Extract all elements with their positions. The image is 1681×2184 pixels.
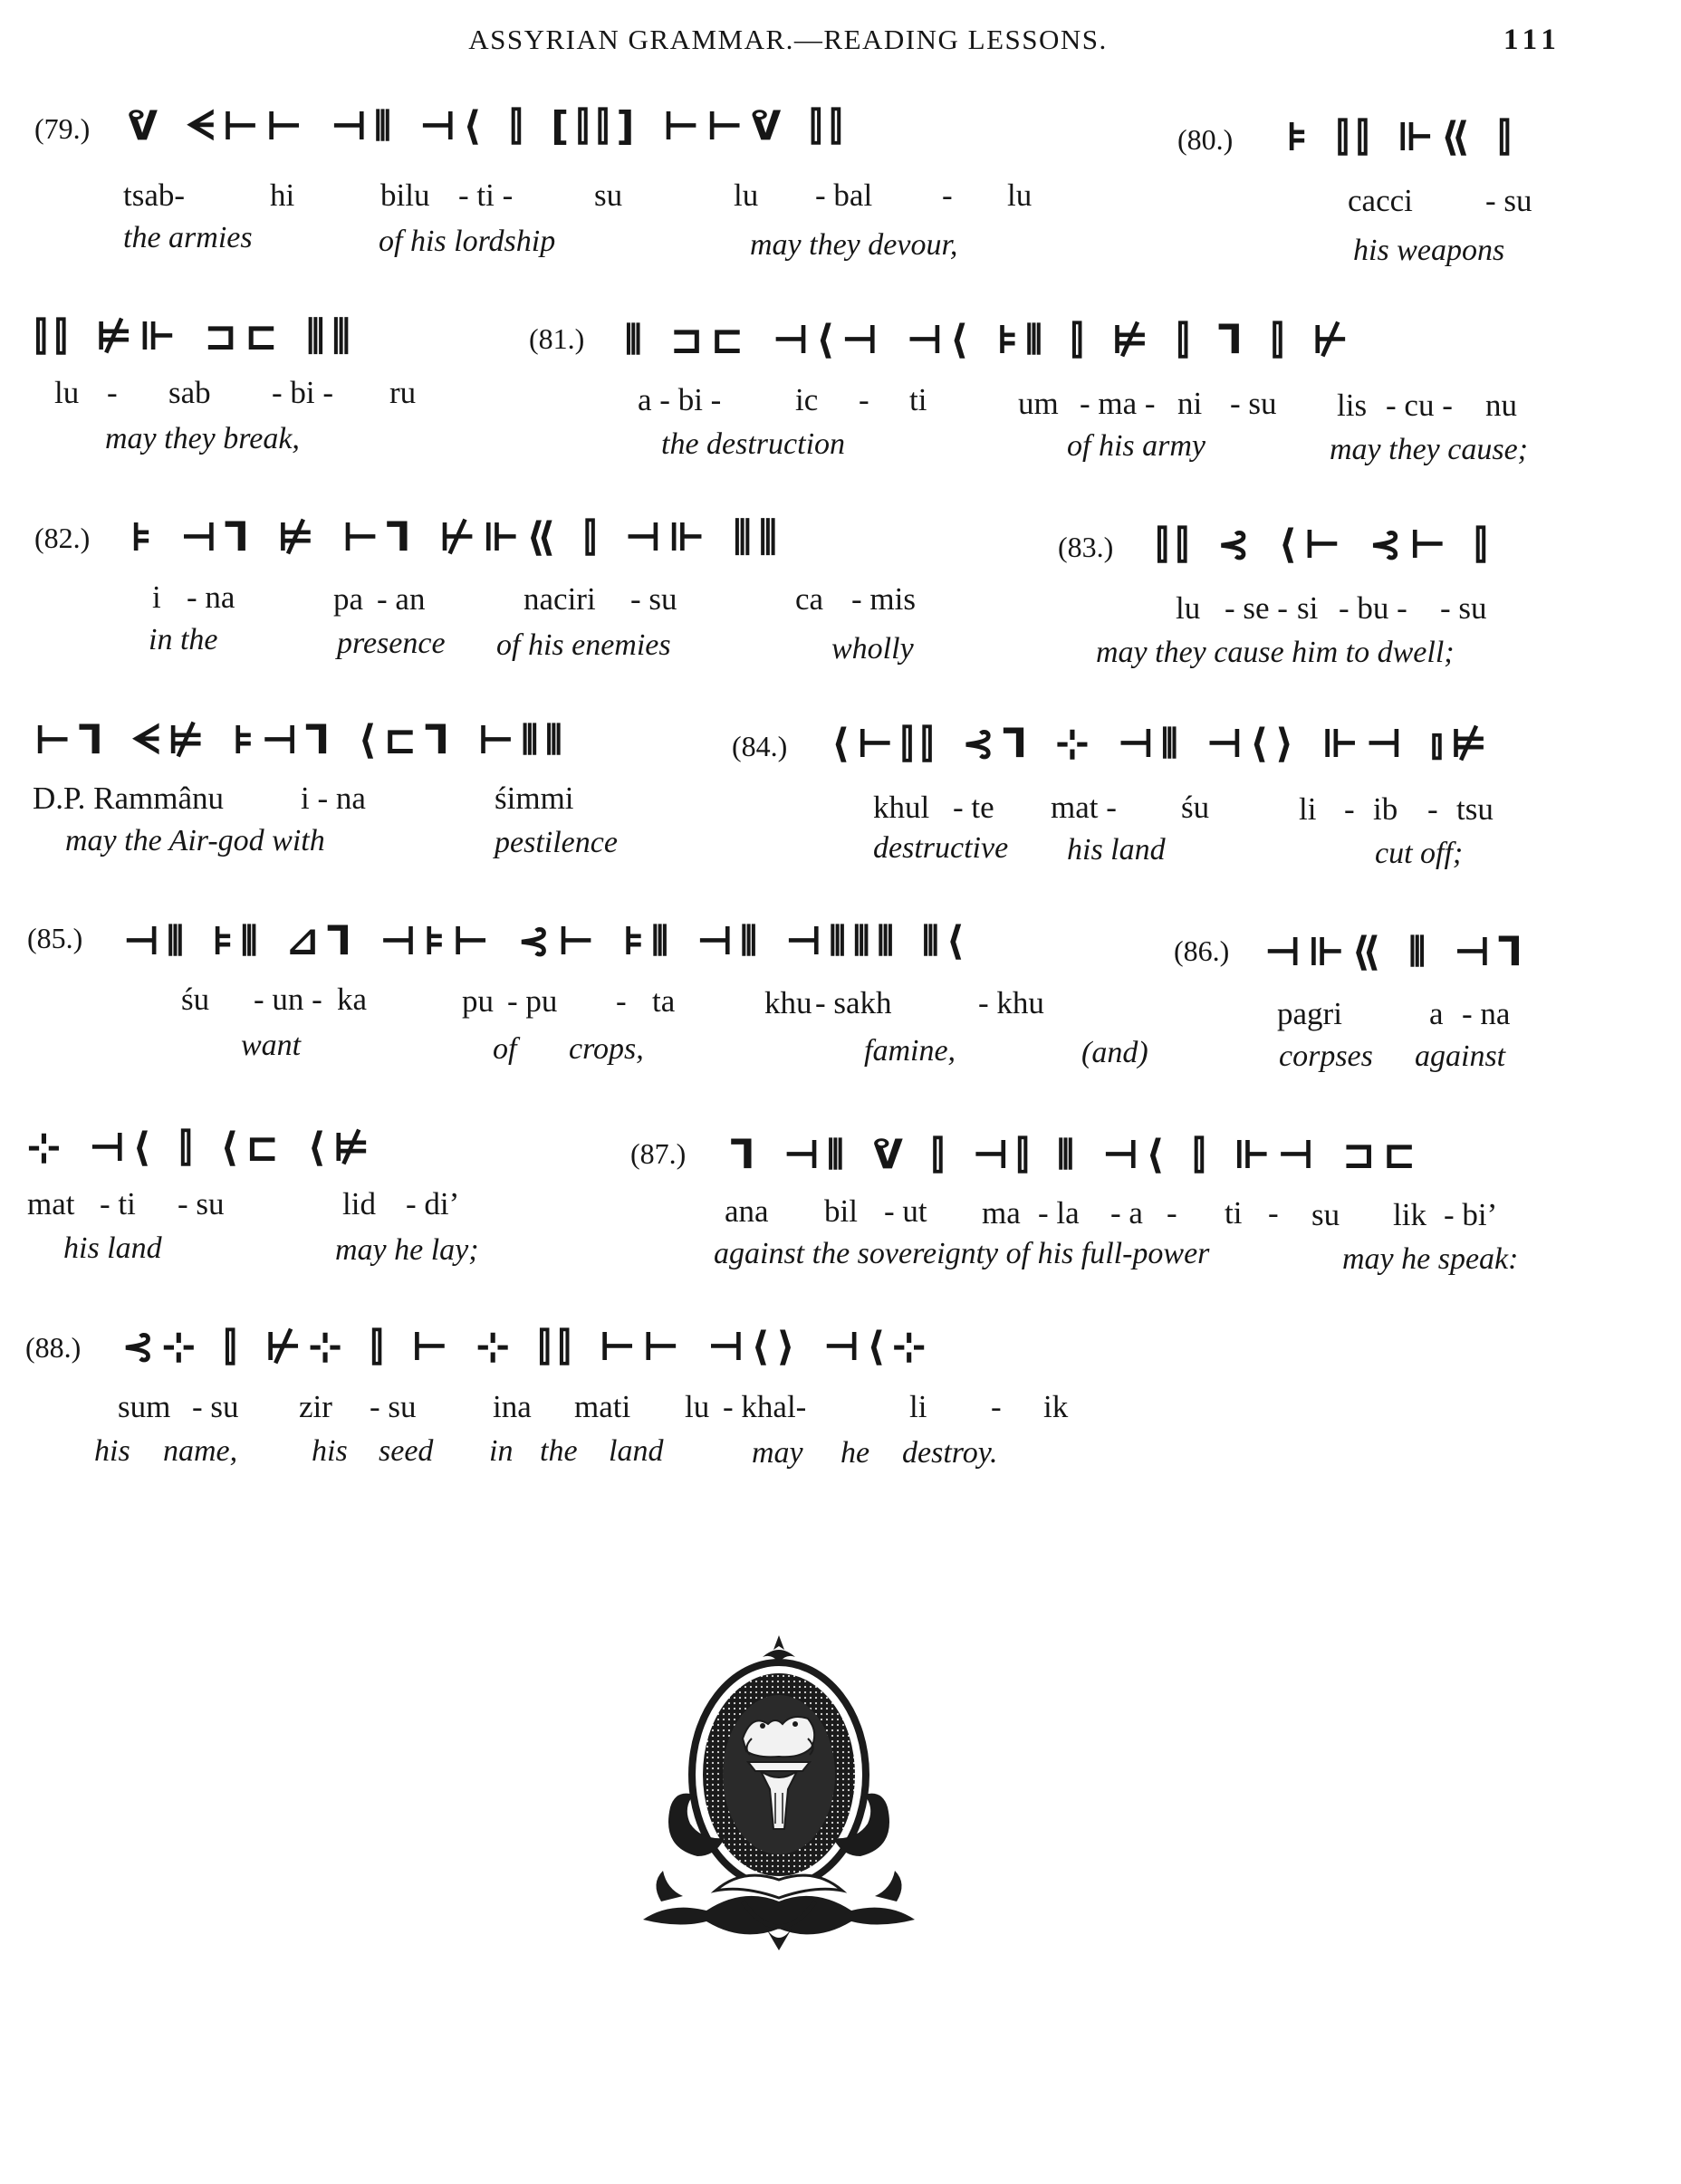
translit-word: sab: [168, 375, 211, 410]
cuneiform-line-continued: ⊹ ⊣⟨ ⫿ ⟨⊏ ⟨⊭: [27, 1125, 377, 1171]
verse-number-86: (86.): [1174, 934, 1230, 967]
english-gloss: he: [840, 1436, 870, 1470]
translit-word: nu: [1485, 388, 1517, 423]
translit-word: -: [616, 983, 627, 1019]
translit-word: D.P. Rammânu: [33, 781, 224, 816]
translit-word: ti: [909, 382, 927, 417]
verse-number-81: (81.): [529, 322, 585, 355]
translit-word: - an: [377, 581, 426, 617]
translit-word: zir: [299, 1389, 332, 1424]
english-gloss: of his enemies: [496, 628, 671, 662]
english-gloss: in the: [149, 623, 218, 656]
translit-word: lu: [1007, 177, 1033, 213]
english-gloss: his weapons: [1353, 234, 1505, 267]
translit-word: ca: [795, 581, 824, 617]
translit-word: li: [909, 1389, 927, 1424]
translit-word: - cu -: [1386, 388, 1453, 423]
translit-word: - bi -: [272, 375, 334, 410]
english-gloss: (and): [1081, 1036, 1148, 1069]
translit-word: - ti: [100, 1186, 136, 1221]
translit-word: ana: [725, 1193, 769, 1229]
translit-word: - a: [1110, 1195, 1143, 1231]
cuneiform-line-continued: ⫿⫿ ⊭⊩ ⊐⊏ ⫼⫼: [34, 313, 358, 359]
translit-word: - bal: [815, 177, 873, 213]
english-gloss: wholly: [831, 632, 914, 666]
english-gloss: of: [493, 1032, 517, 1066]
translit-word: - su: [1440, 590, 1487, 626]
translit-word: - su: [192, 1389, 239, 1424]
english-gloss: land: [609, 1434, 664, 1468]
translit-word: - di’: [406, 1186, 460, 1221]
cuneiform-line-86: ⊣⊩⟪ ⫴ ⊣ᒣ: [1264, 929, 1531, 975]
english-gloss: of his army: [1067, 429, 1206, 463]
english-gloss: against: [1415, 1039, 1506, 1073]
translit-word: um: [1018, 386, 1059, 421]
translit-word: - su: [630, 581, 677, 617]
translit-word: ni: [1177, 386, 1203, 421]
english-gloss: presence: [337, 627, 446, 660]
translit-word: i: [152, 580, 161, 615]
translit-word: ina: [493, 1389, 532, 1424]
translit-word: - na: [1462, 996, 1511, 1031]
translit-word: - na: [187, 580, 235, 615]
translit-word: - pu: [507, 983, 558, 1019]
verse-number-82: (82.): [34, 522, 91, 554]
translit-word: pa: [333, 581, 364, 617]
english-gloss: of his lordship: [379, 225, 556, 258]
cuneiform-line-79: ᕓ ᗕ⊢⊢ ⊣⫴ ⊣⟨ ⫿ [⫿⫿] ⊢⊢ᕓ ⫿⫿: [127, 103, 850, 149]
english-gloss: may they break,: [105, 422, 300, 455]
translit-word: lis: [1337, 388, 1368, 423]
translit-word: naciri: [524, 581, 596, 617]
translit-word: - khal-: [723, 1389, 807, 1424]
translit-word: - la: [1038, 1195, 1080, 1231]
translit-word: lu: [1176, 590, 1201, 626]
english-gloss: cut off;: [1375, 837, 1464, 870]
translit-word: - ma -: [1080, 386, 1156, 421]
translit-word: - khu: [978, 985, 1044, 1020]
translit-word: - bu -: [1339, 590, 1407, 626]
english-gloss: his: [94, 1434, 130, 1468]
translit-word: - su: [178, 1186, 225, 1221]
cuneiform-line-84: ⟨⊢⫿⫿ ⊰ᒣ ⊹ ⊣⫴ ⊣⟨⟩ ⊩⊣ ⫾⊭: [831, 721, 1494, 767]
translit-word: śimmi: [495, 781, 574, 816]
translit-word: -: [1268, 1195, 1279, 1231]
translit-word: ka: [337, 982, 368, 1017]
translit-word: - ti -: [458, 177, 514, 213]
translit-word: mat: [27, 1186, 75, 1221]
english-gloss: corpses: [1279, 1039, 1373, 1073]
verse-number-87: (87.): [630, 1137, 687, 1170]
english-gloss: in: [489, 1434, 514, 1468]
english-gloss: want: [241, 1029, 302, 1062]
cuneiform-line-83: ⫿⫿ ⊰ ⟨⊢ ⊰⊢ ⫿: [1156, 522, 1494, 568]
translit-word: - un -: [254, 982, 322, 1017]
translit-word: ru: [389, 375, 417, 410]
english-gloss: may they cause;: [1330, 433, 1529, 466]
cuneiform-line-81: ⫴ ⊐⊏ ⊣⟨⊣ ⊣⟨ ⊧⫴ ⫿ ⊭ ⫿ ᒣ ⫿ ⊬: [625, 317, 1356, 363]
english-gloss: his: [312, 1434, 348, 1468]
english-gloss: seed: [379, 1434, 434, 1468]
translit-word: lid: [342, 1186, 376, 1221]
english-gloss: his land: [1067, 833, 1166, 867]
translit-word: ti: [1225, 1195, 1243, 1231]
translit-word: li: [1299, 791, 1317, 827]
translit-word: lu: [685, 1389, 710, 1424]
translit-word: su: [1311, 1197, 1340, 1232]
translit-word: -: [1344, 791, 1355, 827]
english-gloss: may: [752, 1436, 803, 1470]
english-gloss: the armies: [123, 221, 253, 254]
translit-word: pagri: [1277, 996, 1342, 1031]
translit-word: -: [1427, 791, 1438, 827]
english-gloss: destructive: [873, 831, 1009, 865]
translit-word: hi: [270, 177, 295, 213]
verse-number-85: (85.): [27, 922, 83, 954]
translit-word: bil: [824, 1193, 858, 1229]
translit-word: bilu: [380, 177, 430, 213]
translit-word: - su: [1230, 386, 1277, 421]
translit-word: tsab-: [123, 177, 186, 213]
english-gloss: may the Air-god with: [65, 824, 325, 857]
translit-word: lu: [54, 375, 80, 410]
translit-word: su: [594, 177, 623, 213]
translit-word: khul: [873, 790, 930, 825]
verse-number-79: (79.): [34, 112, 91, 145]
translit-word: - se -: [1225, 590, 1288, 626]
verse-number-80: (80.): [1177, 123, 1234, 156]
translit-word: ta: [652, 983, 676, 1019]
translit-word: ib: [1373, 791, 1398, 827]
translit-word: cacci: [1348, 183, 1413, 218]
translit-word: -: [1167, 1195, 1177, 1231]
cuneiform-line-continued: ⊢ᒣ ᗕ⊭ ⊧⊣ᒣ ⟨⊏ᒣ ⊢⫴⫴: [34, 717, 570, 763]
printers-ornament-icon: [607, 1630, 951, 1956]
english-gloss: may they cause him to dwell;: [1096, 636, 1455, 669]
english-gloss: may he lay;: [335, 1233, 479, 1267]
translit-word: -: [859, 382, 869, 417]
translit-word: pu: [462, 983, 494, 1019]
translit-word: lik: [1393, 1197, 1426, 1232]
translit-word: khu: [764, 985, 812, 1020]
translit-word: śu: [1181, 790, 1210, 825]
translit-word: - su: [370, 1389, 417, 1424]
cuneiform-line-82: ⊧ ⊣ᒣ ⊭ ⊢ᒣ ⊬⊩⟪ ⫿ ⊣⊩ ⫼⫼: [130, 514, 785, 560]
translit-word: si: [1297, 590, 1319, 626]
english-gloss: destroy.: [902, 1436, 998, 1470]
english-gloss: against the sovereignty of his full-power: [714, 1237, 1210, 1270]
translit-word: mati: [574, 1389, 631, 1424]
english-gloss: the destruction: [661, 427, 846, 461]
english-gloss: crops,: [569, 1032, 644, 1066]
translit-word: - ut: [884, 1193, 927, 1229]
translit-word: i - na: [301, 781, 366, 816]
translit-word: - te: [953, 790, 994, 825]
translit-word: -: [991, 1389, 1002, 1424]
translit-word: -: [107, 375, 118, 410]
english-gloss: the: [540, 1434, 578, 1468]
verse-number-84: (84.): [732, 730, 788, 762]
cuneiform-line-85: ⊣⫴ ⊧⫴ ⊿ᒣ ⊣⊧⊢ ⊰⊢ ⊧⫴ ⊣⫴ ⊣⫴⫴⫴ ⫴⟨: [123, 918, 972, 964]
english-gloss: pestilence: [495, 826, 618, 859]
translit-word: ik: [1043, 1389, 1069, 1424]
translit-word: ic: [795, 382, 819, 417]
cuneiform-line-88: ⊰⊹ ⫿ ⊬⊹ ⫿ ⊢ ⊹ ⫿⫿ ⊢⊢ ⊣⟨⟩ ⊣⟨⊹: [121, 1324, 934, 1370]
translit-word: -: [942, 177, 953, 213]
translit-word: sum: [118, 1389, 171, 1424]
running-title: ASSYRIAN GRAMMAR.—READING LESSONS.: [468, 24, 1108, 55]
cuneiform-line-87: ᒣ ⊣⫴ ᕓ ⫿ ⊣⫿ ⫴ ⊣⟨ ⫿ ⊩⊣ ⊐⊏: [730, 1132, 1424, 1178]
translit-word: - mis: [851, 581, 916, 617]
translit-word: a: [1429, 996, 1444, 1031]
english-gloss: name,: [163, 1434, 238, 1468]
english-gloss: may they devour,: [750, 228, 958, 262]
translit-word: - sakh: [815, 985, 892, 1020]
translit-word: śu: [181, 982, 210, 1017]
translit-word: tsu: [1456, 791, 1494, 827]
page-number: 111: [1503, 24, 1561, 56]
translit-word: mat -: [1051, 790, 1117, 825]
cuneiform-line-80: ⊧ ⫿⫿ ⊩⟪ ⫿: [1286, 114, 1518, 160]
english-gloss: his land: [63, 1231, 162, 1265]
translit-word: a - bi -: [638, 382, 722, 417]
english-gloss: may he speak:: [1342, 1242, 1519, 1276]
translit-word: - su: [1485, 183, 1532, 218]
verse-number-88: (88.): [25, 1331, 82, 1364]
verse-number-83: (83.): [1058, 531, 1114, 563]
translit-word: ma: [982, 1195, 1021, 1231]
english-gloss: famine,: [864, 1034, 956, 1068]
translit-word: - bi’: [1444, 1197, 1498, 1232]
translit-word: lu: [734, 177, 759, 213]
